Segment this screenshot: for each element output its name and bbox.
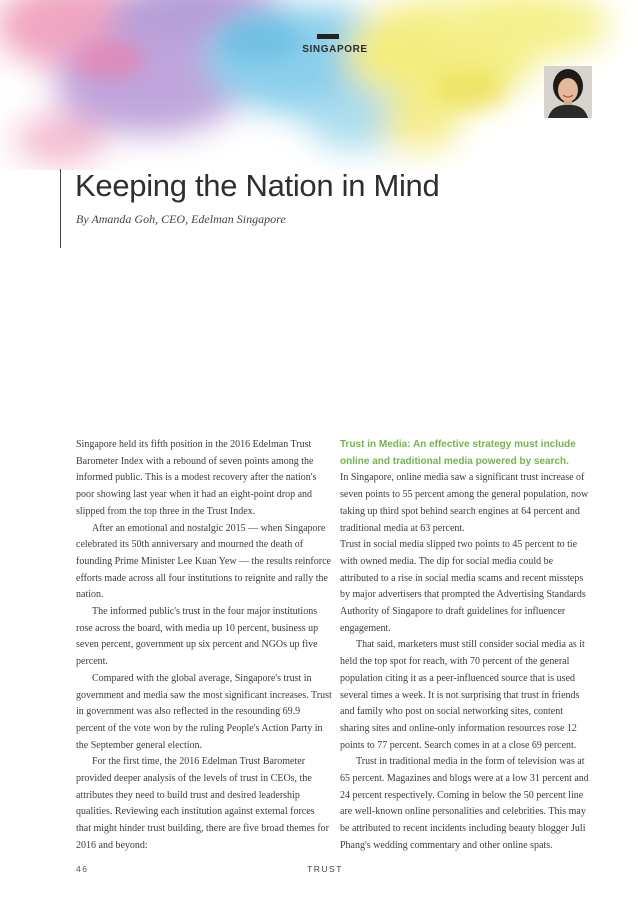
body-paragraph: Trust in social media slipped two points to 45 percent to tie with owned media. The dip for social media could be attributed to a rise in social media scams and recent missteps by major advertisers that prompted the Advertising Standards Authority of Singapore to draft guidelines for influencer engagement. [340,539,586,634]
title-rule [60,169,61,248]
body-paragraph: Singapore held its fifth position in the 2016 Edelman Trust Barometer Index with a rebound of seven points among the informed public. This is a modest recovery after the nation's poor showing last year when it had an eight-point drop and slipped from the top three in the Trust Index. [76,439,317,517]
body-paragraph: That said, marketers must still consider social media as it held the top spot for reach, with 70 percent of the general population citing it as a peer-influenced source that is used several times a week. It is not surprising that trust in friends and family who post on social networking sites, content sharing sites and online-only information resources rose 12 points to 77 percent. Search comes in at a close 69 percent. [340,639,585,751]
body-paragraph: The informed public's trust in the four major institutions rose across the board, with media up 10 percent, business up seven percent, government up six percent and NGOs up five percent. [76,606,319,668]
watercolor-splash [0,0,638,170]
article-title: Keeping the Nation in Mind [75,168,440,203]
section-subhead: Trust in Media: An effective strategy must include online and traditional media powered by search. [340,439,576,467]
body-paragraph: Trust in traditional media in the form of television was at 65 percent. Magazines and blogs were at a low 31 percent and 24 percent respectively. Coming in below the 50 percent line are well-known online personalities and celebrities. This may be attributed to recent incidents including beauty blogger Juli Phang's wedding commentary and other online spats. [340,756,589,851]
body-paragraph: Compared with the global average, Singapore's trust in government and media saw the most significant increases. Trust in government was also reflected in the resounding 69.9 percent of the vote won by the ruling People's Action Party in the September general election. [76,672,332,751]
body-paragraph: In Singapore, online media saw a significant trust increase of seven points to 55 percent among the general population, now taking up third spot behind search engines at 64 percent and traditional media at 63 percent. [340,472,589,534]
footer-label: TRUST [307,864,343,874]
page-number: 46 [76,864,89,874]
article-byline: By Amanda Goh, CEO, Edelman Singapore [76,212,286,226]
author-portrait [544,66,592,118]
right-column [340,437,592,855]
section-label: SINGAPORE [302,44,368,55]
left-column [76,437,332,855]
body-paragraph: For the first time, the 2016 Edelman Trust Barometer provided deeper analysis of the levels of trust in CEOs, the attributes they need to build trust and desired leadership qualities. Reviewing each institution against external forces that might hinder trust building, there are five broad themes for 2016 and beyond: [76,756,329,851]
body-paragraph: After an emotional and nostalgic 2015 — when Singapore celebrated its 50th anniversary and mourned the death of founding Prime Minister Lee Kuan Yew — the results reinforce efforts made across all four institutions to reignite and rally the nation. [76,522,331,601]
section-marker-bar [317,34,339,39]
